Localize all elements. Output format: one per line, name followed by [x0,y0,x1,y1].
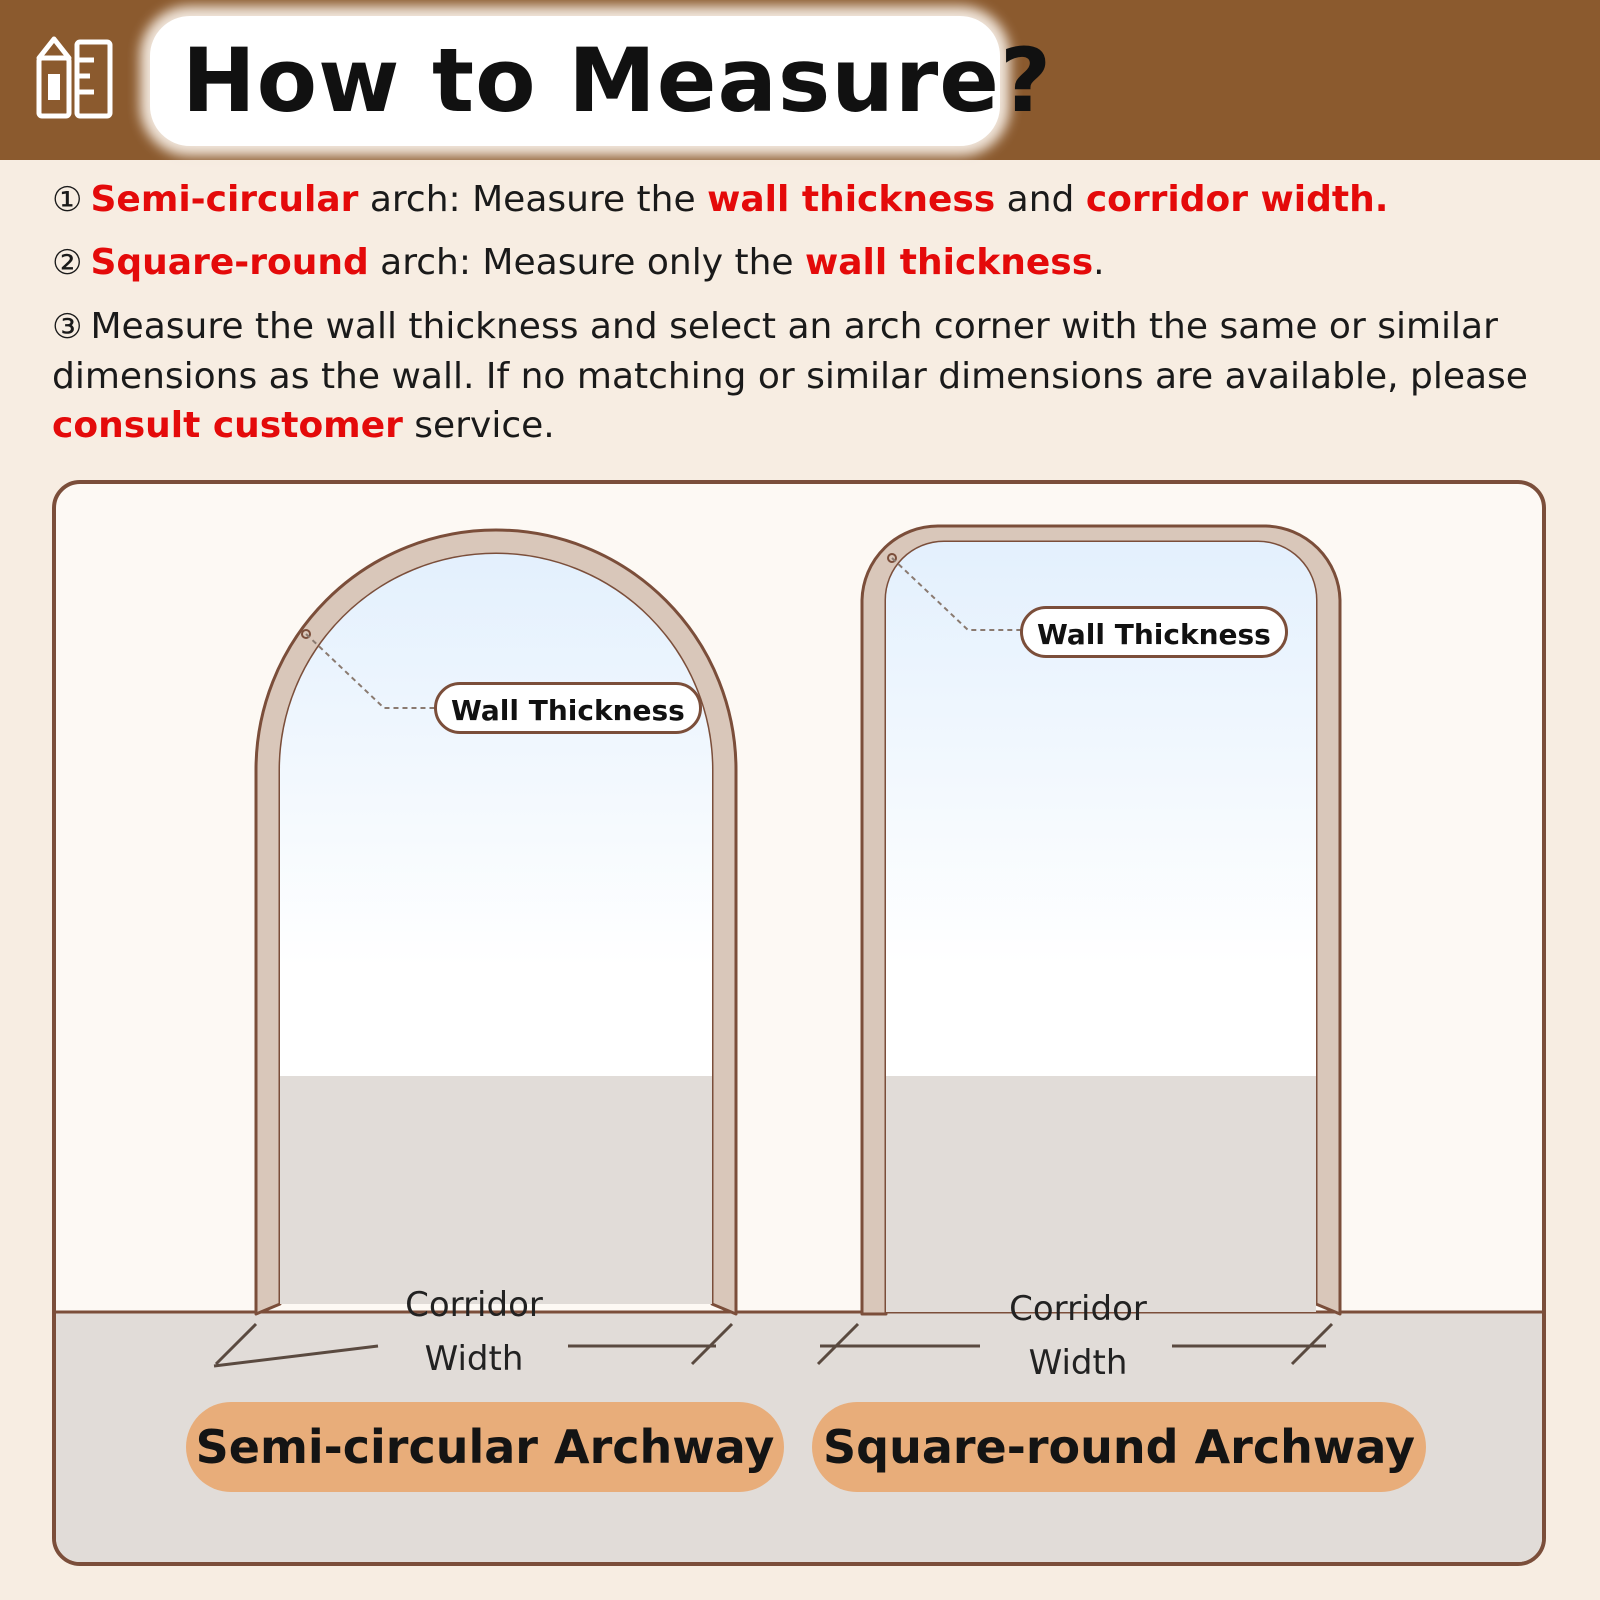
ruler-pencil-icon [36,36,114,120]
instruction-text: arch: Measure the [358,179,708,220]
semi-circular-archway-label: Semi-circular Archway [186,1402,784,1492]
corridor-width-label [374,1278,574,1386]
step-number: ① [52,180,83,220]
square-round-archway-label: Square-round Archway [812,1402,1426,1492]
instruction-2 [52,239,1105,287]
instruction-text: Measure the wall thickness and select an arch corner with the same or similar dimensions as the wall. If no matching or similar dimensions are available, please [52,306,1528,397]
corridor-label-line1: Corridor [1009,1289,1147,1329]
wall-thickness-callout: Wall Thickness [434,682,702,734]
back-floor [886,1076,1316,1312]
back-floor [280,1076,712,1304]
instruction-text: arch: Measure only the [368,242,805,283]
semi-circular-arch [214,530,736,1366]
corridor-label-line2: Width [424,1339,524,1379]
corridor-label-line2: Width [1028,1343,1128,1383]
corridor-width-label [978,1282,1178,1390]
page-title: How to Measure? [182,29,1052,132]
instruction-text: service. [402,405,555,446]
corridor-width-highlight: corridor width. [1085,179,1389,220]
wall-thickness-highlight: wall thickness [707,179,996,220]
wall-thickness-highlight: wall thickness [805,242,1094,283]
instruction-3 [52,302,1542,450]
step-number: ② [52,243,83,283]
instruction-text: and [995,179,1086,220]
instruction-text: . [1093,242,1105,283]
wall-thickness-callout: Wall Thickness [1020,606,1288,658]
consult-customer-highlight: consult customer [52,405,403,446]
arch-type-highlight: Square-round [90,242,369,283]
arch-type-highlight: Semi-circular [90,179,359,220]
diagram-panel [52,480,1546,1566]
corridor-label-line1: Corridor [405,1285,543,1325]
step-number: ③ [52,307,83,347]
instruction-1 [52,176,1388,224]
